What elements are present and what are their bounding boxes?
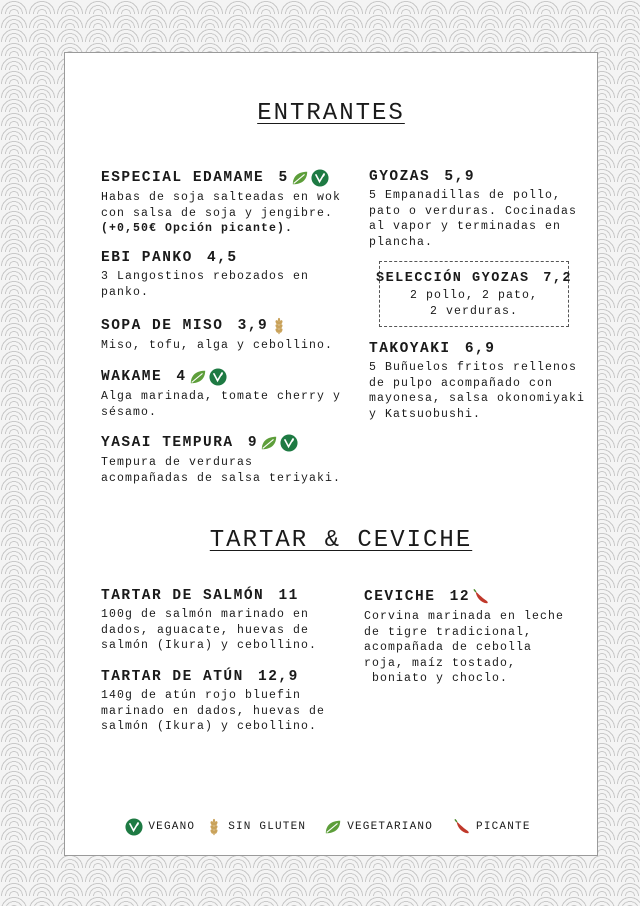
item-desc-line: dados, aguacate, huevas de — [101, 623, 310, 637]
section-title-entrantes: ENTRANTES — [257, 100, 405, 127]
item-name: SOPA DE MISO — [101, 318, 224, 334]
item-desc-line: 100g de salmón marinado en — [101, 608, 310, 621]
legend-label: VEGANO — [148, 821, 196, 833]
legend — [65, 818, 597, 836]
legend-label: PICANTE — [476, 821, 531, 833]
item-price: 5,9 — [444, 169, 476, 185]
item-desc-line: al vapor y terminadas en — [369, 220, 562, 233]
menu-page — [64, 52, 598, 856]
item-price: 4 — [176, 369, 187, 385]
item-desc-line: plancha. — [369, 235, 434, 249]
item-desc-line: marinado en dados, huevas de — [101, 704, 326, 718]
item-name: EBI PANKO — [101, 250, 193, 266]
item-desc-line: 140g de atún rojo bluefin — [101, 689, 302, 702]
leaf-icon — [189, 368, 207, 386]
legend-label: SIN GLUTEN — [228, 821, 307, 833]
vegan-icon — [280, 434, 298, 452]
item-name: YASAI TEMPURA — [101, 435, 234, 451]
item-name: WAKAME — [101, 369, 163, 385]
menu-item-sopa-de-miso — [101, 317, 333, 354]
leaf-icon — [291, 169, 309, 187]
item-name: TARTAR DE SALMÓN — [101, 588, 265, 604]
chili-icon — [472, 588, 490, 606]
item-desc-line: boniato y choclo. — [364, 672, 509, 685]
item-desc-line: acompañadas de salsa teriyaki. — [101, 471, 342, 485]
item-desc-line: de pulpo acompañado con — [369, 376, 554, 390]
item-name: TARTAR DE ATÚN — [101, 669, 244, 685]
item-name: TAKOYAKI — [369, 341, 451, 357]
item-desc-line: acompañada de cebolla — [364, 641, 533, 654]
item-price: 4,5 — [207, 250, 238, 266]
vegan-icon — [311, 169, 329, 187]
item-desc-line: salmón (Ikura) y cebollino. — [101, 639, 318, 652]
leaf-icon — [324, 818, 342, 836]
menu-item-ebi-panko — [101, 250, 309, 300]
leaf-icon — [260, 434, 278, 452]
item-desc-line: roja, maíz tostado, — [364, 656, 517, 670]
item-price: 6,9 — [464, 341, 496, 357]
item-name: GYOZAS — [369, 169, 431, 185]
menu-item-ceviche — [364, 588, 564, 687]
vegan-icon — [125, 818, 143, 836]
item-desc-line: panko. — [101, 285, 150, 299]
legend-label: VEGETARIANO — [347, 821, 434, 833]
item-desc-line: de tigre tradicional, — [364, 625, 533, 639]
gluten-free-icon — [205, 818, 223, 836]
chili-icon — [453, 818, 471, 836]
item-desc-line: Miso, tofu, alga y cebollino. — [101, 339, 334, 352]
menu-item-tartar-de-salmon — [101, 588, 317, 654]
item-price: 3,9 — [237, 318, 269, 334]
menu-item-yasai-tempura — [101, 434, 341, 486]
item-price: 9 — [247, 435, 259, 451]
menu-item-seleccion-gyozas — [375, 261, 573, 327]
item-desc-line: 2 verduras. — [429, 304, 518, 318]
section-title-tartar-ceviche: TARTAR & CEVICHE — [209, 527, 473, 554]
item-note: (+0,50€ Opción picante). — [101, 222, 294, 235]
menu-item-wakame — [101, 368, 341, 420]
legend-sin-gluten — [205, 818, 306, 836]
item-desc-line: mayonesa, salsa okonomiyaki — [369, 392, 586, 405]
item-desc-line: y Katsuobushi. — [369, 407, 482, 421]
menu-item-especial-edamame — [101, 169, 341, 237]
item-desc-line: Alga marinada, tomate cherry y — [101, 390, 342, 403]
legend-vegetariano — [324, 818, 433, 836]
legend-picante — [453, 818, 531, 836]
item-desc-line: 5 Buñuelos fritos rellenos — [369, 361, 578, 374]
item-price: 12,9 — [258, 669, 299, 685]
item-desc-line: salmón (Ikura) y cebollino. — [101, 720, 318, 733]
item-desc-line: pato o verduras. Cocinadas — [369, 204, 578, 218]
item-desc-line: 5 Empanadillas de pollo, — [369, 189, 562, 202]
item-desc-line: Tempura de verduras — [101, 456, 254, 469]
item-desc-line: Corvina marinada en leche — [364, 610, 565, 623]
item-desc-line: 2 pollo, 2 pato, — [409, 289, 539, 302]
item-price: 11 — [278, 588, 299, 604]
item-desc-line: 3 Langostinos rebozados en — [101, 270, 310, 283]
menu-item-takoyaki — [369, 341, 585, 422]
item-desc-line: Habas de soja salteadas en wok — [101, 191, 342, 204]
item-price: 12 — [449, 589, 471, 605]
item-name: ESPECIAL EDAMAME — [101, 170, 265, 186]
item-price: 5 — [278, 170, 289, 186]
menu-item-gyozas — [369, 169, 577, 250]
item-desc-line: sésamo. — [101, 405, 158, 419]
item-name: CEVICHE — [364, 589, 436, 605]
item-price: 7,2 — [543, 271, 573, 286]
vegan-icon — [209, 368, 227, 386]
legend-vegano — [125, 818, 195, 836]
gluten-free-icon — [270, 317, 288, 335]
menu-item-tartar-de-atun — [101, 669, 325, 735]
item-name: SELECCIÓN GYOZAS — [375, 271, 530, 286]
item-desc-line: con salsa de soja y jengibre. — [101, 206, 334, 220]
